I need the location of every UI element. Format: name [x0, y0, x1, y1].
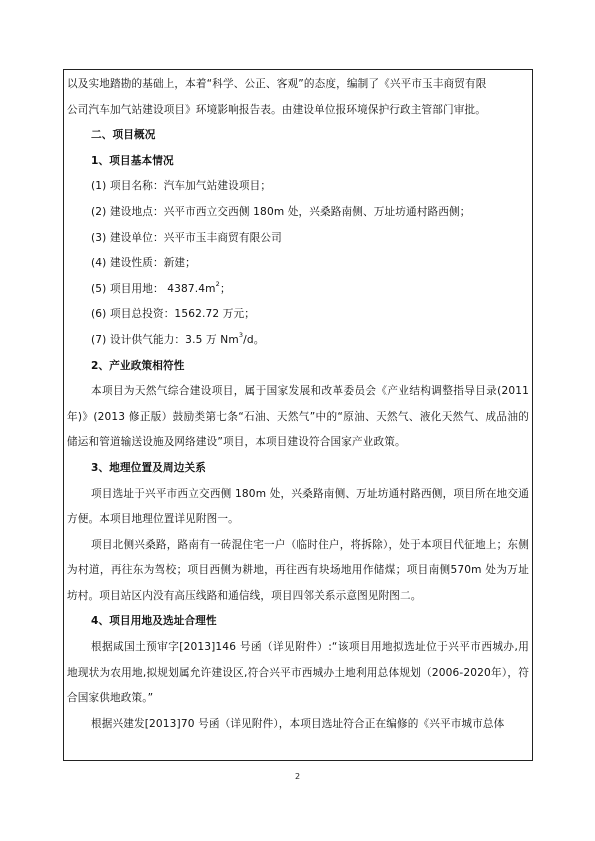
section-title-overview: 二、项目概况: [91, 129, 156, 142]
location-paragraph-2: 项目北侧兴桑路，路南有一砖混住宅一户（临时住户，将拆除），处于本项目代征地上；东侧为村道，再往东为驾校；项目西侧为耕地，再往西有块场地用作储煤；项目南侧570m 处为万址坊村。项目站区内没有高压线路和通信线，项目四邻关系示意图见附图二。: [67, 538, 529, 602]
superscript: 2: [215, 280, 220, 289]
land-use-paragraph-2: 根据兴建发[2013]70 号函（详见附件），本项目选址符合正在编修的《兴平市城市总体: [91, 717, 505, 730]
info-item-location: (2) 建设地点：兴平市西立交西侧 180m 处，兴桑路南侧、万址坊通村路西侧；: [91, 205, 471, 218]
subsection-title-land-use: 4、项目用地及选址合理性: [91, 615, 217, 628]
info-item-name: (1) 项目名称：汽车加气站建设项目；: [91, 180, 272, 193]
subsection-title-location: 3、地理位置及周边关系: [91, 461, 206, 474]
subsection-title-policy: 2、产业政策相符性: [91, 359, 185, 372]
superscript: 3: [238, 331, 244, 340]
info-item-nature: (4) 建设性质：新建；: [91, 257, 196, 270]
intro-line-1: 以及实地踏勘的基础上，本着“科学、公正、客观”的态度，编制了《兴平市玉丰商贸有限: [67, 78, 487, 90]
info-item-land: (5) 项目用地： $4387.4m^2$；: [91, 280, 231, 295]
info-item-capacity: (7) 设计供气能力：3.5 万 Nm$^3$/d。: [91, 331, 265, 346]
document-body: [67, 72, 529, 737]
location-paragraph-1: 项目选址于兴平市西立交西侧 180m 处，兴桑路南侧、万址坊通村路西侧，项目所在地交通方便。本项目地理位置详见附图一。: [67, 487, 529, 526]
info-item-investment: (6) 项目总投资：1562.72 万元；: [91, 308, 256, 321]
subsection-title-basic-info: 1、项目基本情况: [91, 154, 174, 167]
page-number: 2: [294, 772, 301, 781]
policy-paragraph: 本项目为天然气综合建设项目，属于国家发展和改革委员会《产业结构调整指导目录(2011 年)》(2013 修正版）鼓励类第七条“石油、天然气”中的“原油、天然气、液化天然气、成品油的储运和管道输送设施及网络建设”项目，本项目建设符合国家产业政策。: [67, 385, 529, 449]
land-use-paragraph-1: 根据咸国土预审字[2013]146 号函（详见附件）:“该项目用地拟选址位于兴平市西城办,用地现状为农用地,拟规划属允许建设区,符合兴平市西城办土地利用总体规划（2006-2020年），符合国家供地政策。”: [67, 641, 529, 705]
intro-line-2: 公司汽车加气站建设项目》环境影响报告表。由建设单位报环境保护行政主管部门审批。: [67, 103, 487, 116]
info-item-builder: (3) 建设单位：兴平市玉丰商贸有限公司: [91, 231, 282, 244]
